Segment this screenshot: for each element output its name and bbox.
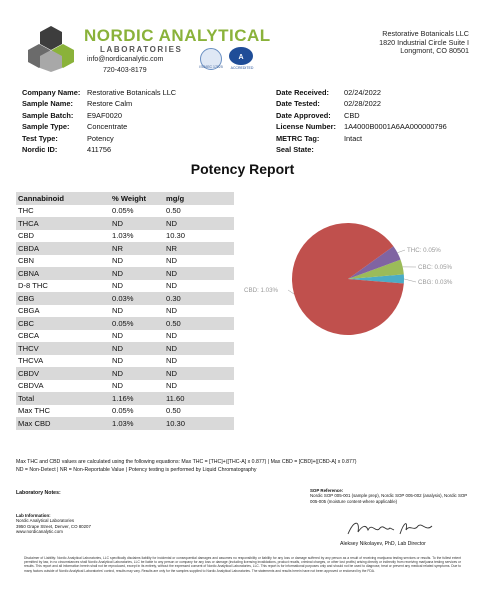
sample-name-value: Restore Calm (87, 99, 133, 109)
iso-badge-text: ISO/IEC 17025 (199, 65, 223, 69)
formula-notes (16, 458, 471, 474)
potency-table (16, 192, 234, 430)
table-row (16, 242, 234, 255)
column-header: % Weight (110, 192, 164, 205)
table-cell: ND (166, 306, 177, 316)
table-cell: ND (110, 217, 164, 230)
pie-leader-line (397, 250, 405, 253)
table-cell: ND (112, 331, 123, 341)
table-row (16, 417, 234, 430)
svg-text:A: A (238, 54, 244, 61)
lab-info-line: 3950 Grape Street, Denver, CO 80207 (16, 523, 91, 529)
table-row (16, 292, 234, 305)
table-row (16, 305, 234, 318)
table-cell: Total (16, 392, 110, 405)
sop-text: Nordic SOP 005-001 (sample prep), Nordic SOP 005-002 (analysis), Nordic SOP 005-005 (moisture content-where applicable) (310, 493, 468, 504)
date-received-value: 02/24/2022 (344, 88, 381, 97)
accreditation-badge-icon (228, 46, 254, 68)
table-cell: ND (166, 256, 177, 266)
table-cell: ND (166, 381, 177, 391)
table-row (16, 255, 234, 268)
lab-information (16, 513, 91, 535)
table-cell: CBN (18, 256, 35, 266)
legend-note: ND = Non-Detect | NR = Non-Reportable Value | Potency testing is performed by Liquid Chromatography (16, 467, 257, 473)
table-cell: CBCA (18, 331, 40, 341)
sample-type-value: Concentrate (87, 122, 128, 132)
pie-label: CBD: 1.03% (244, 287, 279, 294)
lab-email: info@nordicanalytic.com (87, 56, 164, 63)
table-row (16, 405, 234, 418)
table-row (16, 342, 234, 355)
table-cell: ND (166, 331, 177, 341)
lab-logo-icon (28, 24, 74, 72)
info-label: Test Type: (22, 133, 58, 143)
license-number-value: CBD (344, 110, 360, 120)
table-cell: ND (164, 267, 234, 280)
test-type-value: Potency (87, 133, 114, 143)
info-right-values (344, 87, 447, 144)
lab-info-label: Lab Information: (16, 513, 51, 518)
table-cell: THCA (16, 217, 110, 230)
info-label: Company Name: (22, 88, 81, 97)
pie-label: CBC: 0.05% (418, 264, 453, 271)
table-row (16, 280, 234, 293)
info-right-labels (276, 87, 336, 155)
table-cell: CBC (16, 317, 110, 330)
signer-name: Aleksey Nikolayev, PhD, Lab Director (340, 541, 426, 547)
table-cell: ND (112, 381, 123, 391)
lab-phone: 720-403-8179 (103, 67, 147, 74)
info-label: Date Received: (276, 88, 329, 97)
lab-info-line: www.nordicanalytic.com (16, 529, 63, 535)
brand-name: NORDIC ANALYTICAL (84, 26, 271, 45)
table-row (16, 230, 234, 243)
column-header: Cannabinoid (16, 192, 110, 205)
table-cell: CBDVA (18, 381, 44, 391)
client-address-line2: Longmont, CO 80501 (400, 46, 469, 56)
table-cell: ND (112, 356, 123, 366)
formula-note: Max THC and CBD values are calculated using the following equations: Max THC = [THC]+([THC-A] x 0.877) | Max CBD = [CBD]+([CBD-A] x 0.877) (16, 459, 357, 465)
info-left-labels (22, 87, 80, 155)
table-row (16, 217, 234, 230)
info-label: Date Approved: (276, 110, 331, 120)
report-title: Potency Report (190, 161, 295, 177)
info-label: License Number: (276, 122, 336, 132)
table-cell: CBGA (18, 306, 40, 316)
info-label: Seal State: (276, 145, 314, 155)
table-cell: 0.30 (164, 292, 234, 305)
disclaimer-text: Disclaimer of Liability: Nordic Analytical Laboratories, LLC specifically disclaims liability for incidental or consequential damages and assumes no responsibility or liability for any loss or damage suffered by any person as a result of receiving marijuana testing services or results. To the fullest extent permitted by law, in no circumstances shall Nordic Analytical Laboratories, LLC be liable to any person or company for any loss or damage (including licensing invalidations, product recalls, criminal charges, or other lost profits) arising directly or indirectly from receiving marijuana testing services or results. This report and all information herein shall not be reproduced, except in its entirety, without the expressed consent of Nordic Analytical Laboratories, LLC. This report is for informational purposes only and should not be used to diagnose, treat or prevent any medical related symptoms. Due to many factors outside of Nordic Analytical Laboratories' control, results may vary. Results are only for the samples supplied to Nordic Analytical Laboratories. The statements and results herein have not been approved or endorsed by the FDA. (24, 556, 461, 573)
table-row (16, 330, 234, 343)
table-cell: 10.30 (164, 417, 234, 430)
table-cell: 0.50 (166, 206, 181, 216)
table-cell: CBG (16, 292, 110, 305)
table-row (16, 205, 234, 218)
lab-info-line: Nordic Analytical Laboratories (16, 518, 75, 524)
client-address-line1: 1820 Industrial Circle Suite I (379, 37, 469, 47)
table-row (16, 317, 234, 330)
table-cell: 11.60 (164, 392, 234, 405)
table-cell: Max THC (18, 406, 50, 416)
table-header-row (16, 192, 234, 205)
sample-batch-value: E9AF0020 (87, 110, 122, 120)
pie-label: CBG: 0.03% (418, 279, 453, 286)
table-cell: 0.50 (166, 406, 181, 416)
potency-pie-chart (240, 218, 480, 344)
company-name-value: Restorative Botanicals LLC (87, 88, 177, 97)
table-row (16, 380, 234, 393)
sop-reference (310, 488, 470, 504)
table-cell: ND (110, 342, 164, 355)
date-tested-value: 02/28/2022 (344, 99, 381, 109)
table-cell: ND (164, 342, 234, 355)
table-cell: D-8 THC (18, 281, 48, 291)
table-cell: CBDA (16, 242, 110, 255)
client-name: Restorative Botanicals LLC (382, 29, 469, 38)
sop-label: SOP Reference: (310, 488, 344, 493)
info-label: Date Tested: (276, 99, 320, 109)
table-cell: 0.05% (112, 406, 134, 416)
table-row (16, 355, 234, 368)
table-cell: 1.16% (110, 392, 164, 405)
info-label: METRC Tag: (276, 133, 320, 143)
pie-leader-line (404, 279, 416, 282)
brand-subtitle: LABORATORIES (100, 45, 183, 54)
table-cell: 1.03% (110, 417, 164, 430)
table-cell: ND (166, 281, 177, 291)
table-row (16, 392, 234, 405)
table-cell: NR (110, 242, 164, 255)
table-cell: 0.50 (164, 317, 234, 330)
client-address-block (379, 30, 469, 56)
table-cell: 1.03% (112, 231, 134, 241)
table-cell: ND (164, 217, 234, 230)
table-cell: 0.05% (110, 317, 164, 330)
seal-state-value: Intact (344, 133, 363, 143)
info-label: Sample Type: (22, 122, 70, 132)
table-cell: THCVA (18, 356, 44, 366)
table-cell: CBD (18, 231, 35, 241)
table-cell: 10.30 (166, 231, 186, 241)
table-cell: Max CBD (16, 417, 110, 430)
table-cell: NR (164, 242, 234, 255)
info-label: Sample Batch: (22, 110, 74, 120)
table-cell: ND (112, 256, 123, 266)
pie-label: THC: 0.05% (407, 247, 441, 254)
signature-image (344, 516, 444, 540)
table-cell: 0.05% (112, 206, 134, 216)
table-cell: 0.03% (110, 292, 164, 305)
table-cell: ND (166, 356, 177, 366)
table-cell: ND (110, 267, 164, 280)
table-cell: CBNA (16, 267, 110, 280)
column-header: mg/g (164, 192, 234, 205)
table-cell: ND (112, 281, 123, 291)
lab-notes-label: Laboratory Notes: (16, 490, 61, 496)
info-label: Nordic ID: (22, 145, 58, 155)
table-cell: ND (110, 367, 164, 380)
nordic-id-value: 411756 (87, 145, 112, 155)
info-left-values (87, 87, 176, 155)
pie-leader-line (288, 290, 294, 294)
table-cell: THCV (16, 342, 110, 355)
table-cell: ND (112, 306, 123, 316)
info-label: Sample Name: (22, 99, 73, 109)
table-row (16, 267, 234, 280)
table-row (16, 367, 234, 380)
table-cell: CBDV (16, 367, 110, 380)
table-cell: ND (164, 367, 234, 380)
table-cell: THC (18, 206, 34, 216)
accreditation-badge-text: ACCREDITED (230, 66, 254, 70)
metrc-tag-value: 1A4000B0001A6AA000000796 (344, 122, 447, 132)
